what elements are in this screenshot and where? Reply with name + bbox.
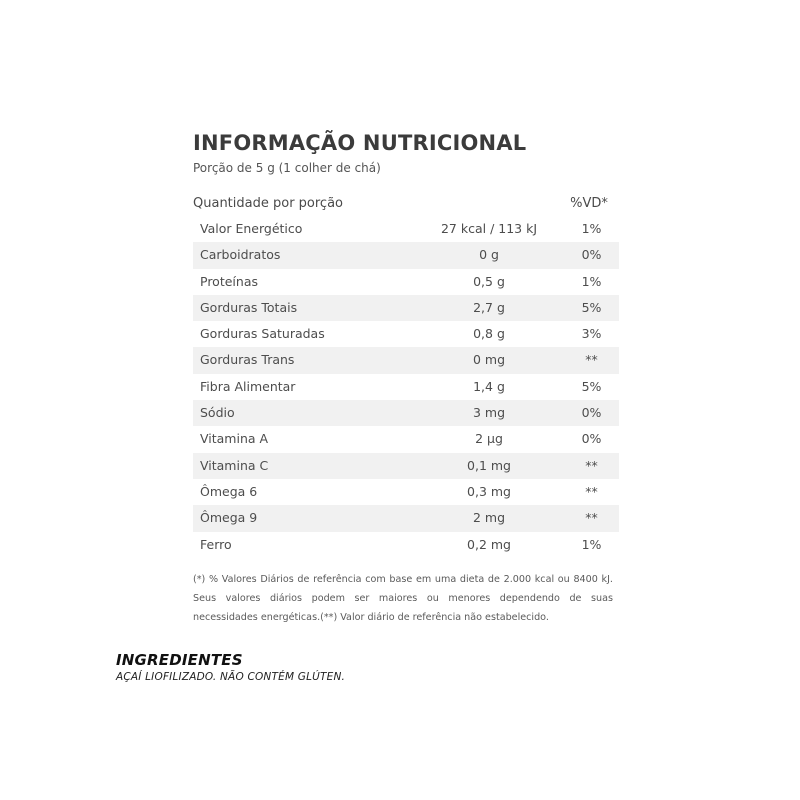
- table-row: [193, 453, 619, 479]
- header-quantity-label: Quantidade por porção: [193, 196, 344, 211]
- nutrient-name: Vitamina C: [200, 457, 269, 473]
- ingredients-title: INGREDIENTES: [116, 651, 243, 669]
- nutrient-amount: 3 mg: [472, 405, 506, 421]
- nutrient-amount: 2 mg: [472, 510, 506, 526]
- nutrient-vd: **: [585, 510, 598, 526]
- nutrient-amount: 2,7 g: [473, 299, 505, 315]
- nutrient-name: Ômega 6: [200, 483, 258, 499]
- table-row: [193, 426, 619, 452]
- ingredients-section: [116, 650, 516, 684]
- nutrient-vd: 3%: [581, 326, 602, 342]
- nutrient-name: Gorduras Trans: [200, 352, 295, 368]
- nutrition-table: [193, 216, 619, 558]
- nutrient-amount: 2 µg: [475, 431, 503, 447]
- nutrient-vd: 1%: [581, 273, 602, 289]
- nutrient-name: Fibra Alimentar: [200, 378, 296, 394]
- nutrient-vd: 1%: [581, 536, 602, 552]
- nutrient-name: Sódio: [200, 405, 235, 421]
- nutrient-name: Ferro: [200, 536, 232, 552]
- nutrient-vd: 5%: [581, 378, 602, 394]
- ingredients-text: AÇAÍ LIOFILIZADO. NÃO CONTÉM GLÚTEN.: [116, 671, 346, 683]
- table-row: [193, 242, 619, 268]
- nutrient-vd: **: [585, 457, 598, 473]
- nutrient-amount: 0 g: [479, 247, 499, 263]
- table-row: [193, 321, 619, 347]
- nutrient-vd: 0%: [581, 405, 602, 421]
- nutrient-amount: 0,8 g: [473, 326, 505, 342]
- nutrient-name: Carboidratos: [200, 247, 281, 263]
- nutrient-vd: **: [585, 483, 598, 499]
- table-row: [193, 532, 619, 558]
- nutrient-amount: 0,1 mg: [467, 457, 511, 473]
- portion-size: Porção de 5 g (1 colher de chá): [193, 161, 381, 175]
- nutrient-amount: 0,3 mg: [467, 483, 511, 499]
- table-row: [193, 400, 619, 426]
- nutrition-table-header: [193, 192, 619, 216]
- table-row: [193, 505, 619, 531]
- nutrient-amount: 0,2 mg: [467, 536, 511, 552]
- table-row: [193, 295, 619, 321]
- nutrient-vd: 1%: [581, 221, 602, 236]
- nutrition-title: INFORMAÇÃO NUTRICIONAL: [193, 131, 527, 155]
- nutrient-name: Vitamina A: [200, 431, 269, 447]
- nutrient-vd: 0%: [581, 431, 602, 447]
- nutrient-name: Gorduras Saturadas: [200, 326, 325, 342]
- nutrition-facts-panel: [193, 128, 619, 627]
- nutrient-amount: 0 mg: [472, 352, 506, 368]
- header-vd-label: %VD*: [570, 196, 608, 211]
- nutrient-name: Valor Energético: [200, 221, 303, 236]
- nutrient-name: Ômega 9: [200, 510, 258, 526]
- table-row: [193, 374, 619, 400]
- table-row: [193, 347, 619, 373]
- nutrient-name: Proteínas: [200, 273, 258, 289]
- nutrient-vd: 0%: [581, 247, 602, 263]
- nutrient-vd: 5%: [581, 299, 602, 315]
- table-row: [193, 479, 619, 505]
- nutrient-amount: 27 kcal / 113 kJ: [440, 221, 538, 236]
- nutrient-name: Gorduras Totais: [200, 299, 298, 315]
- nutrient-amount: 0,5 g: [473, 273, 505, 289]
- table-row: [193, 216, 619, 242]
- nutrient-vd: **: [585, 352, 598, 368]
- daily-value-footnote: (*) % Valores Diários de referência com base em uma dieta de 2.000 kcal ou 8400 kJ. Seus valores diários podem ser maiores ou menores dependendo de suas necessidades energéticas.(**) Valor diário de referência não estabelecido.: [193, 573, 613, 623]
- nutrient-amount: 1,4 g: [473, 378, 505, 394]
- table-row: [193, 269, 619, 295]
